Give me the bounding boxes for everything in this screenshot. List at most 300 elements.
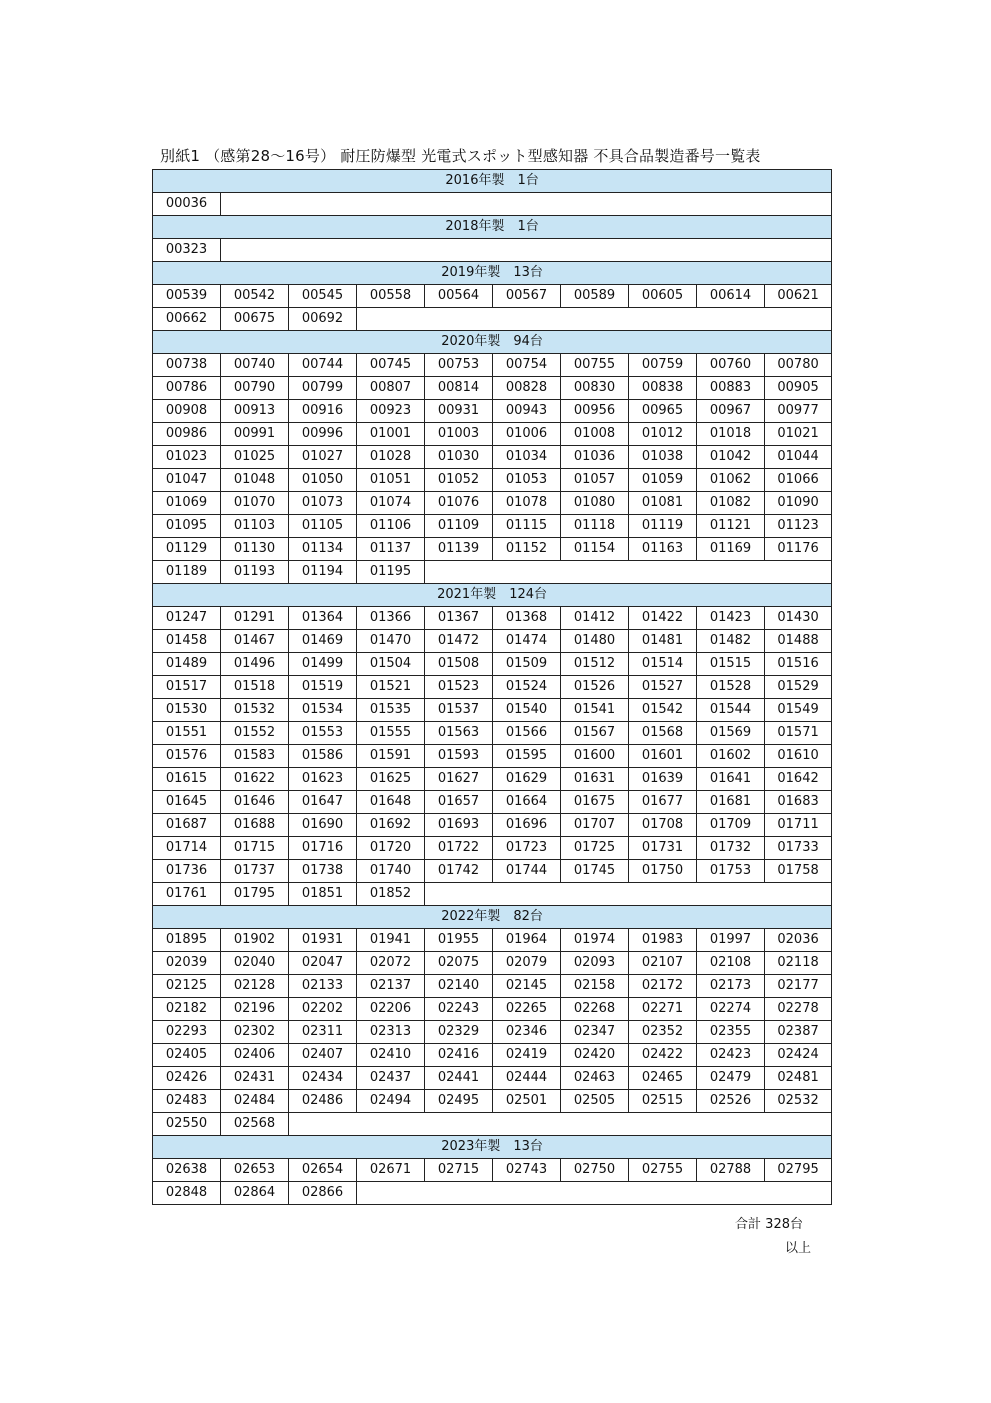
serial-number-cell: 01526 <box>561 676 629 699</box>
serial-number-cell: 01474 <box>493 630 561 653</box>
serial-number-cell: 01647 <box>289 791 357 814</box>
serial-number-cell: 01740 <box>357 860 425 883</box>
serial-number-cell: 01189 <box>153 561 221 584</box>
serial-number-cell: 02423 <box>697 1044 765 1067</box>
serial-number-cell: 02311 <box>289 1021 357 1044</box>
serial-row <box>153 1159 832 1182</box>
serial-number-cell: 01583 <box>221 745 289 768</box>
serial-number-cell: 01725 <box>561 837 629 860</box>
serial-number-cell: 02431 <box>221 1067 289 1090</box>
serial-number-cell: 01586 <box>289 745 357 768</box>
serial-number-cell: 00605 <box>629 285 697 308</box>
serial-number-cell: 01711 <box>765 814 832 837</box>
serial-row <box>153 1067 832 1090</box>
serial-row <box>153 492 832 515</box>
serial-number-cell: 02526 <box>697 1090 765 1113</box>
serial-number-cell: 01745 <box>561 860 629 883</box>
serial-number-cell: 01044 <box>765 446 832 469</box>
serial-number-cell: 01123 <box>765 515 832 538</box>
year-header: 2019年製 13台 <box>153 262 832 285</box>
serial-number-cell: 00740 <box>221 354 289 377</box>
empty-cell <box>221 239 832 262</box>
serial-number-cell: 01551 <box>153 722 221 745</box>
serial-number-cell: 02274 <box>697 998 765 1021</box>
serial-number-cell: 01137 <box>357 538 425 561</box>
serial-number-cell: 01423 <box>697 607 765 630</box>
serial-number-cell: 01736 <box>153 860 221 883</box>
serial-number-cell: 00539 <box>153 285 221 308</box>
serial-number-cell: 00558 <box>357 285 425 308</box>
serial-number-cell: 02265 <box>493 998 561 1021</box>
serial-number-cell: 01524 <box>493 676 561 699</box>
serial-number-cell: 01795 <box>221 883 289 906</box>
serial-number-cell: 00838 <box>629 377 697 400</box>
empty-cell <box>221 193 832 216</box>
serial-number-cell: 00567 <box>493 285 561 308</box>
year-header: 2023年製 13台 <box>153 1136 832 1159</box>
serial-row <box>153 354 832 377</box>
serial-number-cell: 00814 <box>425 377 493 400</box>
serial-number-cell: 01645 <box>153 791 221 814</box>
serial-row <box>153 860 832 883</box>
serial-number-cell: 02426 <box>153 1067 221 1090</box>
serial-number-cell: 01195 <box>357 561 425 584</box>
serial-number-cell: 01489 <box>153 653 221 676</box>
serial-number-cell: 01552 <box>221 722 289 745</box>
serial-number-cell: 02424 <box>765 1044 832 1067</box>
serial-number-cell: 02494 <box>357 1090 425 1113</box>
serial-number-cell: 01509 <box>493 653 561 676</box>
serial-number-cell: 01121 <box>697 515 765 538</box>
serial-number-cell: 01715 <box>221 837 289 860</box>
serial-number-cell: 00967 <box>697 400 765 423</box>
serial-number-cell: 02405 <box>153 1044 221 1067</box>
serial-number-cell: 01690 <box>289 814 357 837</box>
serial-number-cell: 01430 <box>765 607 832 630</box>
serial-number-cell: 01941 <box>357 929 425 952</box>
serial-number-cell: 02505 <box>561 1090 629 1113</box>
serial-number-cell: 01519 <box>289 676 357 699</box>
serial-row <box>153 423 832 446</box>
serial-number-cell: 01051 <box>357 469 425 492</box>
serial-number-cell: 02422 <box>629 1044 697 1067</box>
serial-row <box>153 929 832 952</box>
serial-number-cell: 02173 <box>697 975 765 998</box>
serial-number-cell: 01469 <box>289 630 357 653</box>
serial-number-cell: 01677 <box>629 791 697 814</box>
serial-number-cell: 01687 <box>153 814 221 837</box>
serial-number-cell: 01059 <box>629 469 697 492</box>
serial-number-cell: 01074 <box>357 492 425 515</box>
year-header: 2016年製 1台 <box>153 170 832 193</box>
serial-number-cell: 01542 <box>629 699 697 722</box>
serial-number-cell: 01731 <box>629 837 697 860</box>
serial-row <box>153 1021 832 1044</box>
serial-number-cell: 02072 <box>357 952 425 975</box>
serial-number-cell: 02864 <box>221 1182 289 1205</box>
serial-number-cell: 01076 <box>425 492 493 515</box>
serial-number-cell: 01163 <box>629 538 697 561</box>
serial-number-cell: 02410 <box>357 1044 425 1067</box>
serial-number-cell: 00965 <box>629 400 697 423</box>
serial-row <box>153 469 832 492</box>
serial-number-cell: 01364 <box>289 607 357 630</box>
serial-number-cell: 00036 <box>153 193 221 216</box>
serial-number-cell: 01563 <box>425 722 493 745</box>
serial-row <box>153 745 832 768</box>
empty-cell <box>425 561 832 584</box>
serial-row <box>153 837 832 860</box>
serial-row <box>153 676 832 699</box>
serial-number-cell: 01544 <box>697 699 765 722</box>
serial-number-cell: 02075 <box>425 952 493 975</box>
serial-number-cell: 01103 <box>221 515 289 538</box>
serial-number-cell: 01488 <box>765 630 832 653</box>
serial-number-cell: 01367 <box>425 607 493 630</box>
serial-number-cell: 02158 <box>561 975 629 998</box>
serial-number-cell: 00786 <box>153 377 221 400</box>
serial-number-cell: 01964 <box>493 929 561 952</box>
serial-number-cell: 01602 <box>697 745 765 768</box>
serial-number-cell: 01657 <box>425 791 493 814</box>
serial-number-cell: 02866 <box>289 1182 357 1205</box>
defective-serial-table <box>152 169 832 1205</box>
serial-number-cell: 00760 <box>697 354 765 377</box>
serial-row <box>153 515 832 538</box>
serial-number-cell: 01852 <box>357 883 425 906</box>
serial-number-cell: 01600 <box>561 745 629 768</box>
serial-row <box>153 768 832 791</box>
serial-number-cell: 02352 <box>629 1021 697 1044</box>
serial-number-cell: 01720 <box>357 837 425 860</box>
serial-number-cell: 02501 <box>493 1090 561 1113</box>
serial-number-cell: 01194 <box>289 561 357 584</box>
year-header: 2018年製 1台 <box>153 216 832 239</box>
serial-number-cell: 01517 <box>153 676 221 699</box>
serial-number-cell: 01681 <box>697 791 765 814</box>
serial-number-cell: 01693 <box>425 814 493 837</box>
serial-number-cell: 01683 <box>765 791 832 814</box>
serial-number-cell: 00614 <box>697 285 765 308</box>
serial-number-cell: 02654 <box>289 1159 357 1182</box>
serial-number-cell: 01152 <box>493 538 561 561</box>
serial-number-cell: 01716 <box>289 837 357 860</box>
serial-number-cell: 01997 <box>697 929 765 952</box>
serial-number-cell: 01708 <box>629 814 697 837</box>
serial-number-cell: 01528 <box>697 676 765 699</box>
serial-number-cell: 00913 <box>221 400 289 423</box>
serial-number-cell: 00828 <box>493 377 561 400</box>
serial-number-cell: 00662 <box>153 308 221 331</box>
serial-number-cell: 01648 <box>357 791 425 814</box>
serial-number-cell: 02479 <box>697 1067 765 1090</box>
serial-number-cell: 02495 <box>425 1090 493 1113</box>
serial-number-cell: 01733 <box>765 837 832 860</box>
serial-number-cell: 01744 <box>493 860 561 883</box>
serial-number-cell: 01066 <box>765 469 832 492</box>
serial-number-cell: 00744 <box>289 354 357 377</box>
serial-number-cell: 01646 <box>221 791 289 814</box>
serial-number-cell: 01291 <box>221 607 289 630</box>
serial-number-cell: 01615 <box>153 768 221 791</box>
serial-number-cell: 01467 <box>221 630 289 653</box>
serial-number-cell: 01050 <box>289 469 357 492</box>
serial-number-cell: 01018 <box>697 423 765 446</box>
serial-number-cell: 01566 <box>493 722 561 745</box>
serial-number-cell: 01601 <box>629 745 697 768</box>
serial-number-cell: 01514 <box>629 653 697 676</box>
serial-number-cell: 02202 <box>289 998 357 1021</box>
serial-number-cell: 02532 <box>765 1090 832 1113</box>
serial-number-cell: 01508 <box>425 653 493 676</box>
serial-number-cell: 02406 <box>221 1044 289 1067</box>
serial-number-cell: 01541 <box>561 699 629 722</box>
serial-number-cell: 01129 <box>153 538 221 561</box>
serial-number-cell: 02172 <box>629 975 697 998</box>
serial-number-cell: 01642 <box>765 768 832 791</box>
serial-number-cell: 01176 <box>765 538 832 561</box>
serial-number-cell: 01664 <box>493 791 561 814</box>
serial-number-cell: 01247 <box>153 607 221 630</box>
serial-number-cell: 00996 <box>289 423 357 446</box>
serial-number-cell: 01080 <box>561 492 629 515</box>
serial-number-cell: 02715 <box>425 1159 493 1182</box>
serial-number-cell: 02125 <box>153 975 221 998</box>
serial-number-cell: 00986 <box>153 423 221 446</box>
serial-number-cell: 01003 <box>425 423 493 446</box>
serial-number-cell: 02140 <box>425 975 493 998</box>
serial-number-cell: 01553 <box>289 722 357 745</box>
year-header-row <box>153 906 832 929</box>
serial-number-cell: 02118 <box>765 952 832 975</box>
serial-number-cell: 01675 <box>561 791 629 814</box>
serial-number-cell: 02355 <box>697 1021 765 1044</box>
serial-number-cell: 01622 <box>221 768 289 791</box>
serial-number-cell: 02441 <box>425 1067 493 1090</box>
serial-number-cell: 00905 <box>765 377 832 400</box>
empty-cell <box>425 883 832 906</box>
serial-number-cell: 01366 <box>357 607 425 630</box>
serial-number-cell: 02515 <box>629 1090 697 1113</box>
serial-number-cell: 02196 <box>221 998 289 1021</box>
serial-number-cell: 02039 <box>153 952 221 975</box>
serial-number-cell: 02302 <box>221 1021 289 1044</box>
serial-number-cell: 01070 <box>221 492 289 515</box>
serial-number-cell: 01134 <box>289 538 357 561</box>
serial-number-cell: 02040 <box>221 952 289 975</box>
serial-number-cell: 02145 <box>493 975 561 998</box>
serial-number-cell: 01006 <box>493 423 561 446</box>
serial-row <box>153 699 832 722</box>
serial-number-cell: 01742 <box>425 860 493 883</box>
serial-number-cell: 01641 <box>697 768 765 791</box>
serial-number-cell: 01034 <box>493 446 561 469</box>
serial-number-cell: 02047 <box>289 952 357 975</box>
year-header-row <box>153 584 832 607</box>
serial-row <box>153 377 832 400</box>
empty-cell <box>357 1182 832 1205</box>
serial-number-cell: 00991 <box>221 423 289 446</box>
serial-number-cell: 01593 <box>425 745 493 768</box>
serial-number-cell: 01028 <box>357 446 425 469</box>
serial-number-cell: 01412 <box>561 607 629 630</box>
serial-number-cell: 01001 <box>357 423 425 446</box>
serial-number-cell: 01983 <box>629 929 697 952</box>
serial-number-cell: 02419 <box>493 1044 561 1067</box>
serial-number-cell: 01023 <box>153 446 221 469</box>
serial-number-cell: 01931 <box>289 929 357 952</box>
serial-number-cell: 01540 <box>493 699 561 722</box>
serial-number-cell: 01052 <box>425 469 493 492</box>
serial-number-cell: 01042 <box>697 446 765 469</box>
serial-number-cell: 01480 <box>561 630 629 653</box>
serial-row <box>153 308 832 331</box>
serial-number-cell: 01030 <box>425 446 493 469</box>
serial-number-cell: 01737 <box>221 860 289 883</box>
serial-row <box>153 883 832 906</box>
serial-number-cell: 01555 <box>357 722 425 745</box>
serial-number-cell: 02638 <box>153 1159 221 1182</box>
serial-number-cell: 02463 <box>561 1067 629 1090</box>
serial-number-cell: 02293 <box>153 1021 221 1044</box>
serial-number-cell: 02093 <box>561 952 629 975</box>
serial-number-cell: 01571 <box>765 722 832 745</box>
serial-row <box>153 653 832 676</box>
serial-number-cell: 01115 <box>493 515 561 538</box>
year-header-row <box>153 170 832 193</box>
serial-number-cell: 01073 <box>289 492 357 515</box>
serial-number-cell: 02416 <box>425 1044 493 1067</box>
serial-number-cell: 01595 <box>493 745 561 768</box>
serial-number-cell: 02329 <box>425 1021 493 1044</box>
end-mark: 以上 <box>784 1241 811 1256</box>
serial-row <box>153 1090 832 1113</box>
serial-number-cell: 01062 <box>697 469 765 492</box>
serial-number-cell: 01753 <box>697 860 765 883</box>
serial-number-cell: 02206 <box>357 998 425 1021</box>
serial-number-cell: 01090 <box>765 492 832 515</box>
serial-number-cell: 00956 <box>561 400 629 423</box>
serial-row <box>153 239 832 262</box>
serial-row <box>153 975 832 998</box>
serial-row <box>153 791 832 814</box>
serial-number-cell: 01512 <box>561 653 629 676</box>
serial-number-cell: 01106 <box>357 515 425 538</box>
serial-number-cell: 01529 <box>765 676 832 699</box>
serial-number-cell: 01021 <box>765 423 832 446</box>
serial-number-cell: 01025 <box>221 446 289 469</box>
serial-number-cell: 01470 <box>357 630 425 653</box>
serial-number-cell: 02313 <box>357 1021 425 1044</box>
serial-number-cell: 02177 <box>765 975 832 998</box>
serial-number-cell: 02347 <box>561 1021 629 1044</box>
serial-number-cell: 01955 <box>425 929 493 952</box>
serial-number-cell: 02795 <box>765 1159 832 1182</box>
serial-number-cell: 01368 <box>493 607 561 630</box>
serial-number-cell: 02568 <box>221 1113 289 1136</box>
serial-number-cell: 01639 <box>629 768 697 791</box>
serial-row <box>153 538 832 561</box>
serial-number-cell: 01047 <box>153 469 221 492</box>
serial-number-cell: 01036 <box>561 446 629 469</box>
serial-number-cell: 01732 <box>697 837 765 860</box>
serial-number-cell: 00790 <box>221 377 289 400</box>
empty-cell <box>357 308 832 331</box>
serial-number-cell: 01053 <box>493 469 561 492</box>
serial-number-cell: 01521 <box>357 676 425 699</box>
year-header: 2020年製 94台 <box>153 331 832 354</box>
year-header: 2022年製 82台 <box>153 906 832 929</box>
serial-number-cell: 01537 <box>425 699 493 722</box>
serial-row <box>153 1182 832 1205</box>
year-header: 2021年製 124台 <box>153 584 832 607</box>
serial-number-cell: 01154 <box>561 538 629 561</box>
serial-number-cell: 01082 <box>697 492 765 515</box>
serial-number-cell: 00799 <box>289 377 357 400</box>
serial-number-cell: 01012 <box>629 423 697 446</box>
serial-number-cell: 02444 <box>493 1067 561 1090</box>
serial-number-cell: 01623 <box>289 768 357 791</box>
serial-number-cell: 01504 <box>357 653 425 676</box>
serial-number-cell: 00755 <box>561 354 629 377</box>
serial-number-cell: 02420 <box>561 1044 629 1067</box>
serial-number-cell: 01692 <box>357 814 425 837</box>
serial-number-cell: 01569 <box>697 722 765 745</box>
serial-number-cell: 01707 <box>561 814 629 837</box>
serial-number-cell: 00807 <box>357 377 425 400</box>
serial-number-cell: 02465 <box>629 1067 697 1090</box>
serial-number-cell: 01472 <box>425 630 493 653</box>
serial-number-cell: 00830 <box>561 377 629 400</box>
serial-number-cell: 01048 <box>221 469 289 492</box>
serial-number-cell: 00908 <box>153 400 221 423</box>
serial-number-cell: 01535 <box>357 699 425 722</box>
serial-number-cell: 00923 <box>357 400 425 423</box>
serial-number-cell: 01567 <box>561 722 629 745</box>
serial-number-cell: 02848 <box>153 1182 221 1205</box>
serial-number-cell: 01057 <box>561 469 629 492</box>
serial-number-cell: 01629 <box>493 768 561 791</box>
serial-row <box>153 1113 832 1136</box>
serial-number-cell: 02653 <box>221 1159 289 1182</box>
serial-number-cell: 01902 <box>221 929 289 952</box>
serial-number-cell: 00916 <box>289 400 357 423</box>
serial-number-cell: 02483 <box>153 1090 221 1113</box>
serial-number-cell: 02484 <box>221 1090 289 1113</box>
serial-number-cell: 01496 <box>221 653 289 676</box>
serial-number-cell: 01714 <box>153 837 221 860</box>
serial-number-cell: 00943 <box>493 400 561 423</box>
serial-number-cell: 01709 <box>697 814 765 837</box>
serial-row <box>153 193 832 216</box>
serial-number-cell: 02079 <box>493 952 561 975</box>
serial-number-cell: 02434 <box>289 1067 357 1090</box>
serial-number-cell: 00780 <box>765 354 832 377</box>
serial-number-cell: 01895 <box>153 929 221 952</box>
serial-number-cell: 01851 <box>289 883 357 906</box>
serial-number-cell: 02407 <box>289 1044 357 1067</box>
serial-row <box>153 1044 832 1067</box>
serial-number-cell: 01530 <box>153 699 221 722</box>
serial-number-cell: 02036 <box>765 929 832 952</box>
serial-number-cell: 01482 <box>697 630 765 653</box>
serial-number-cell: 02133 <box>289 975 357 998</box>
serial-row <box>153 952 832 975</box>
year-header-row <box>153 262 832 285</box>
serial-number-cell: 01193 <box>221 561 289 584</box>
serial-number-cell: 02750 <box>561 1159 629 1182</box>
serial-number-cell: 01631 <box>561 768 629 791</box>
